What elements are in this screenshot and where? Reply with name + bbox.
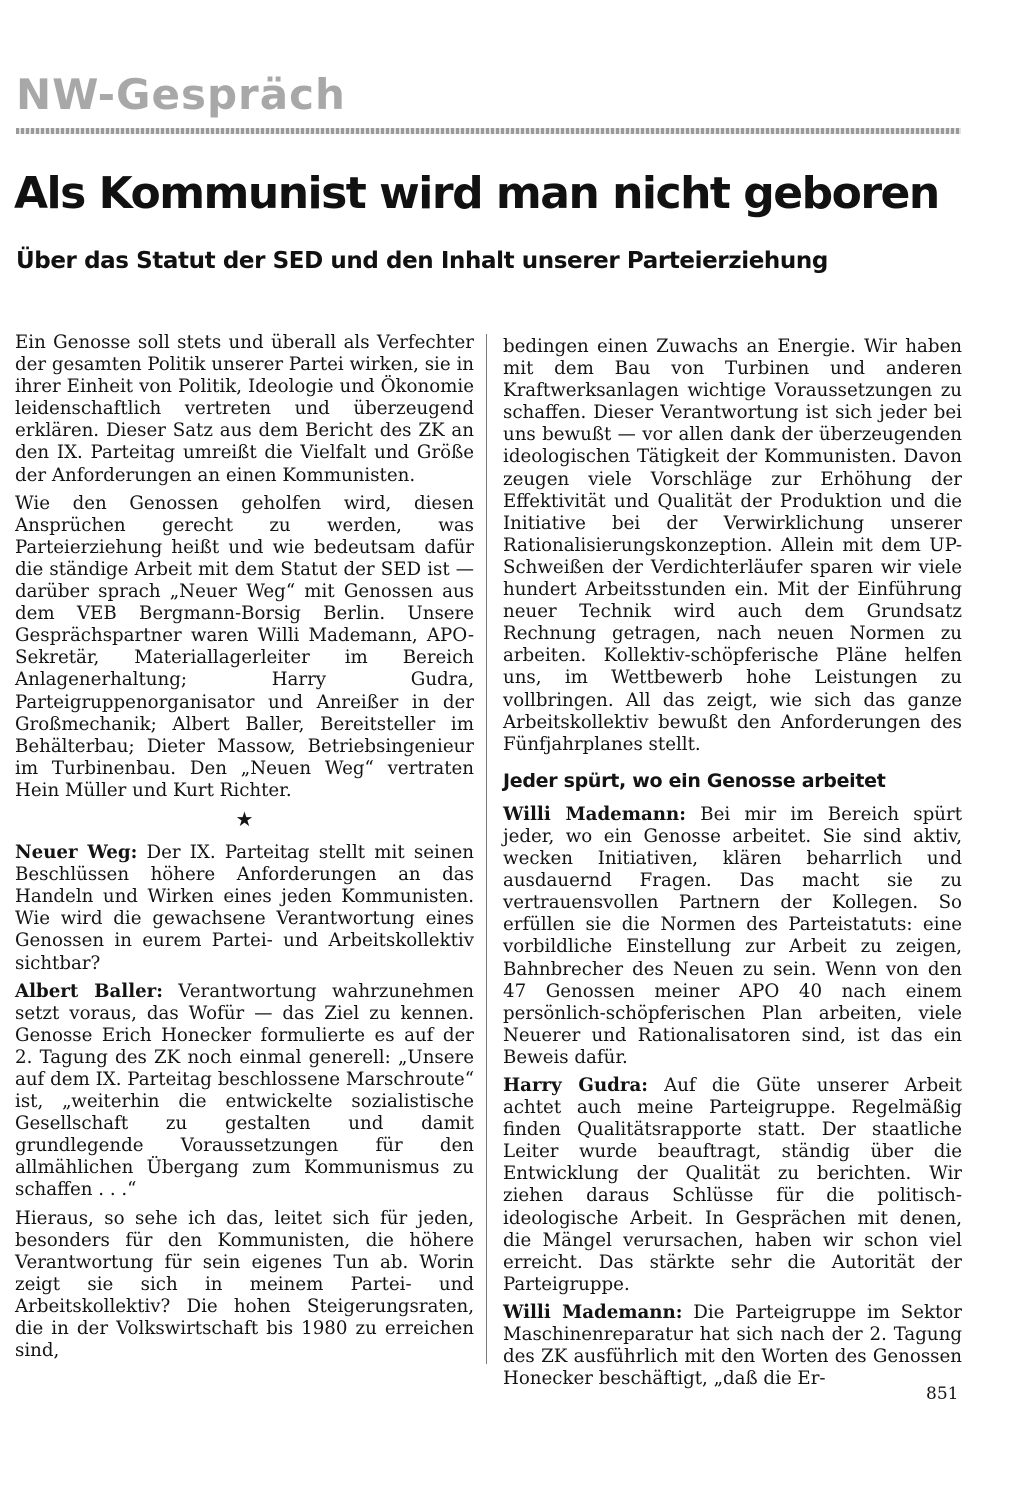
right-column bbox=[503, 336, 962, 1396]
header-rule bbox=[16, 128, 961, 134]
question-1 bbox=[15, 842, 474, 975]
answer-1-text: Verantwortung wahrzunehmen setzt voraus, das Wofür — das Ziel zu kennen. Genosse Erich Honecker formulierte es auf der 2. Tagung des ZK noch einmal generell: „Unsere auf dem IX. Parteitag beschlossene Marschroute“ ist, „weiterhin die entwickelte sozialistische Gesellschaft zu gestalten und damit grundlegende Voraussetzungen für den allmählichen Übergang zum Kommunismus zu schaffen . . .“ bbox=[15, 980, 474, 1201]
speaker-label: Harry Gudra: bbox=[503, 1075, 648, 1096]
question-1-text: Der IX. Parteitag stellt mit seinen Beschlüssen höhere Anforderungen an das Handeln und Wirken eines jeden Kommunisten. Wie wird die gewachsene Verantwortung eines Genossen in eurem Partei- und Arbeitskollektiv sichtbar? bbox=[15, 842, 474, 974]
left-column bbox=[15, 332, 474, 1368]
article-subtitle: Über das Statut der SED und den Inhalt unserer Parteierziehung bbox=[16, 248, 828, 274]
continued-paragraph: bedingen einen Zuwachs an Energie. Wir haben mit dem Bau von Turbinen und anderen Kraftwerksanlagen wichtige Voraussetzungen zu schaffen. Dieser Verantwortung ist sich jeder bei uns bewußt — vor allen dank der überzeugenden ideologischen Tätigkeit der Kommunisten. Davon zeugen viele Vorschläge zur Erhöhung der Effektivität und Qualität der Produktion und die Initiative bei der Verwirklichung unserer Rationalisierungskonzeption. Allein mit dem UP-Schweißen der Verdichterläufer sparen wir viele hundert Arbeitsstunden ein. Mit der Einführung neuer Technik wird auch dem Grundsatz Rechnung getragen, nach neuen Normen zu arbeiten. Kollektiv-schöpferische Pläne helfen uns, im Wettbewerb hohe Leistungen zu vollbringen. All das zeigt, wie sich das ganze Arbeitskollektiv bewußt den Anforderungen des Fünfjahrplanes stellt. bbox=[503, 336, 962, 755]
statement-3-text: Die Parteigruppe im Sektor Maschinenreparatur hat sich nach der 2. Tagung des ZK ausführlich mit den Worten des Genossen Honecker beschäftigt, „daß die Er- bbox=[503, 1301, 963, 1390]
statement-2-text: Auf die Güte unserer Arbeit achtet auch meine Parteigruppe. Regelmäßig finden Qualitätsrapporte statt. Der staatliche Leiter wurde beauftragt, ständig über die Entwicklung der Qualität zu berichten. Wir ziehen daraus Schlüsse für die politisch-ideologische Arbeit. In Gesprächen mit denen, die Mängel verursachen, haben wir schon viel erreicht. Das stärkte sehr die Autorität der Parteigruppe. bbox=[503, 1075, 962, 1295]
statement-2 bbox=[503, 1075, 962, 1296]
intro-paragraph-2: Wie den Genossen geholfen wird, diesen Ansprüchen gerecht zu werden, was Parteierziehung heißt und wie bedeutsam dafür die ständige Arbeit mit dem Statut der SED ist — darüber sprach „Neuer Weg“ mit Genossen aus dem VEB Bergmann-Borsig Berlin. Unsere Gesprächspartner waren Willi Mademann, APO-Sekretär, Materiallagerleiter im Bereich Anlagenerhaltung; Harry Gudra, Parteigruppenorganisator und Anreißer in der Großmechanik; Albert Baller, Bereitsteller im Behälterbau; Dieter Massow, Betriebsingenieur im Turbinenbau. Den „Neuen Weg“ vertraten Hein Müller und Kurt Richter. bbox=[15, 492, 474, 801]
intro-paragraph-1: Ein Genosse soll stets und überall als Verfechter der gesamten Politik unserer Partei wirken, sie in ihrer Einheit von Politik, Ideologie und Ökonomie leidenschaftlich vertreten und überzeugend erklären. Dieser Satz aus dem Bericht des ZK an den IX. Parteitag umreißt die Vielfalt und Größe der Anforderungen an einen Kommunisten. bbox=[15, 332, 474, 486]
answer-1-continued: Hieraus, so sehe ich das, leitet sich für jeden, besonders für den Kommunisten, die höhere Verantwortung für sein eigenes Tun ab. Worin zeigt sie sich in meinem Partei- und Arbeitskollektiv? Die hohen Steigerungsraten, die in der Volkswirtschaft bis 1980 zu erreichen sind, bbox=[15, 1207, 474, 1362]
page-number: 851 bbox=[926, 1384, 959, 1404]
section-kicker: NW-Gespräch bbox=[16, 70, 346, 119]
section-heading: Jeder spürt, wo ein Genosse arbeitet bbox=[503, 769, 886, 792]
speaker-label: Willi Mademann: bbox=[503, 1301, 683, 1323]
statement-1-text: Bei mir im Bereich spürt jeder, wo ein Genosse arbeitet. Sie sind aktiv, wecken Initiativen, klären beharrlich und ausdauernd Fragen. Das macht sie zu vertrauensvollen Partnern der Kollegen. So erfüllen sie die Normen des Parteistatuts: eine vorbildliche Einstellung zur Arbeit zu zeigen, Bahnbrecher des Neuen zu sein. Wenn von den 47 Genossen meiner APO 40 nach einem persönlich-schöpferischen Plan arbeiten, viele Neuerer und Rationalisatoren sind, ist das ein Beweis dafür. bbox=[503, 803, 963, 1068]
separator-star: ★ bbox=[235, 806, 254, 831]
statement-1 bbox=[503, 804, 962, 1069]
statement-3 bbox=[503, 1302, 962, 1390]
speaker-label: Albert Baller: bbox=[15, 980, 163, 1002]
speaker-label: Neuer Weg: bbox=[15, 842, 138, 864]
column-divider bbox=[486, 334, 487, 1364]
answer-1 bbox=[15, 981, 474, 1202]
article-title: Als Kommunist wird man nicht geboren bbox=[14, 168, 939, 219]
speaker-label: Willi Mademann: bbox=[503, 803, 686, 825]
